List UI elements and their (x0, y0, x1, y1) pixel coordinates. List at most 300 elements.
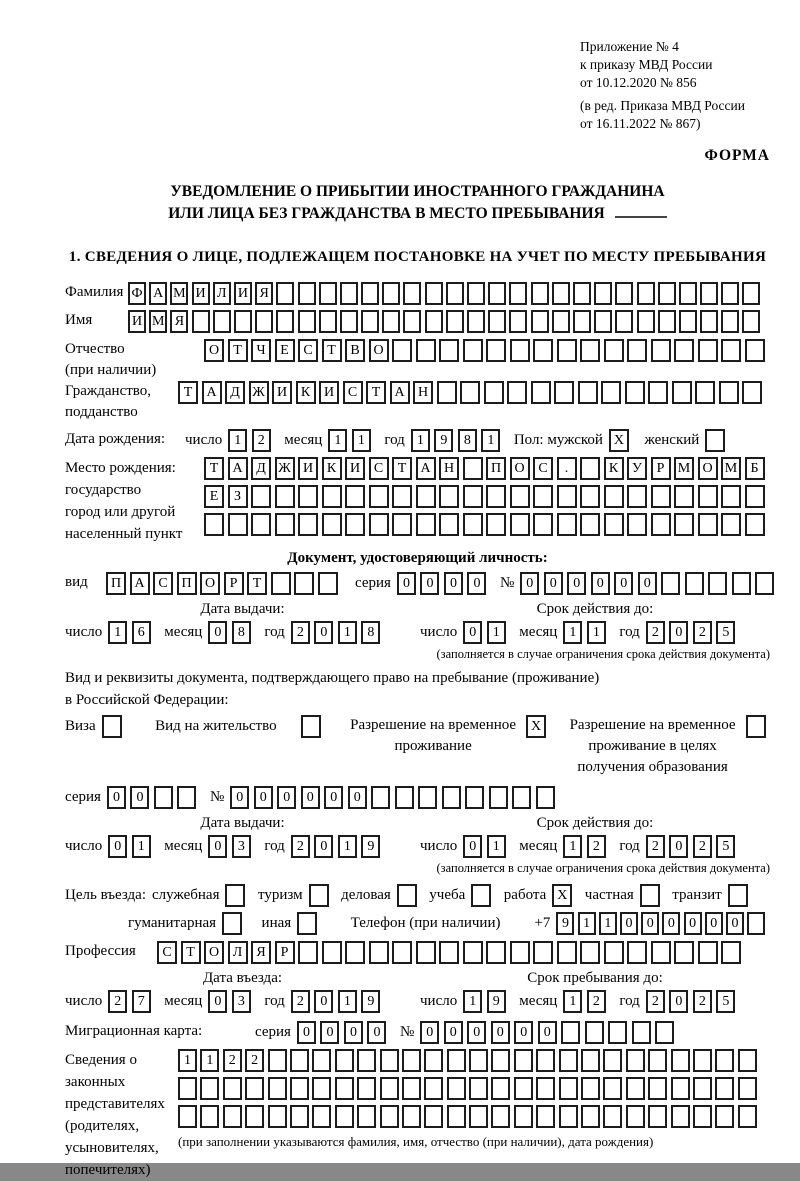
char-cell[interactable]: С (298, 339, 318, 362)
char-cell[interactable] (674, 485, 694, 508)
char-cell[interactable]: 2 (291, 621, 310, 644)
char-cell[interactable] (418, 786, 437, 809)
char-cell[interactable]: 0 (107, 786, 126, 809)
char-cell[interactable] (625, 381, 645, 404)
char-cell[interactable] (721, 282, 739, 305)
char-cell[interactable] (695, 381, 715, 404)
char-cell[interactable]: X (552, 884, 572, 907)
char-cell[interactable] (604, 339, 624, 362)
char-cell[interactable]: Т (247, 572, 267, 595)
char-cell[interactable]: Е (275, 339, 295, 362)
char-cell[interactable]: 2 (245, 1049, 264, 1072)
char-cell[interactable] (486, 513, 506, 536)
char-cell[interactable] (312, 1049, 331, 1072)
char-cell[interactable] (671, 1105, 690, 1128)
char-cell[interactable]: 0 (420, 572, 439, 595)
char-cell[interactable] (340, 282, 358, 305)
char-cell[interactable]: 0 (397, 572, 416, 595)
char-cell[interactable] (755, 572, 774, 595)
char-cell[interactable] (424, 1105, 443, 1128)
char-cell[interactable] (533, 513, 553, 536)
char-cell[interactable] (671, 1077, 690, 1100)
char-cell[interactable] (439, 485, 459, 508)
char-cell[interactable] (693, 1049, 712, 1072)
char-cell[interactable]: Т (178, 381, 198, 404)
char-cell[interactable] (509, 282, 527, 305)
char-cell[interactable] (276, 310, 294, 333)
char-cell[interactable]: Т (322, 339, 342, 362)
char-cell[interactable]: Я (255, 282, 273, 305)
char-cell[interactable]: С (343, 381, 363, 404)
char-cell[interactable] (615, 282, 633, 305)
char-cell[interactable] (178, 1105, 197, 1128)
char-cell[interactable]: 5 (716, 990, 735, 1013)
char-cell[interactable] (319, 310, 337, 333)
char-cell[interactable] (484, 381, 504, 404)
char-cell[interactable] (715, 1077, 734, 1100)
char-cell[interactable]: Д (251, 457, 271, 480)
char-cell[interactable] (223, 1105, 242, 1128)
char-cell[interactable] (345, 513, 365, 536)
char-cell[interactable] (318, 572, 338, 595)
char-cell[interactable] (637, 310, 655, 333)
char-cell[interactable]: Т (392, 457, 412, 480)
char-cell[interactable]: 1 (563, 990, 582, 1013)
char-cell[interactable]: 0 (324, 786, 343, 809)
char-cell[interactable] (228, 513, 248, 536)
char-cell[interactable] (745, 485, 765, 508)
char-cell[interactable] (698, 941, 718, 964)
char-cell[interactable] (488, 282, 506, 305)
char-cell[interactable]: 5 (716, 835, 735, 858)
char-cell[interactable] (395, 786, 414, 809)
char-cell[interactable] (251, 513, 271, 536)
char-cell[interactable]: 0 (591, 572, 610, 595)
char-cell[interactable]: 0 (726, 912, 744, 935)
char-cell[interactable] (601, 381, 621, 404)
char-cell[interactable]: 1 (132, 835, 151, 858)
char-cell[interactable]: Н (413, 381, 433, 404)
char-cell[interactable] (447, 1105, 466, 1128)
char-cell[interactable] (392, 941, 412, 964)
char-cell[interactable]: 0 (620, 912, 638, 935)
char-cell[interactable]: 2 (587, 990, 606, 1013)
char-cell[interactable]: И (298, 457, 318, 480)
char-cell[interactable]: 2 (223, 1049, 242, 1072)
char-cell[interactable]: 0 (130, 786, 149, 809)
char-cell[interactable] (581, 1049, 600, 1072)
char-cell[interactable] (335, 1077, 354, 1100)
char-cell[interactable]: 6 (132, 621, 151, 644)
char-cell[interactable] (204, 513, 224, 536)
char-cell[interactable] (512, 786, 531, 809)
char-cell[interactable]: 1 (599, 912, 617, 935)
char-cell[interactable] (552, 282, 570, 305)
char-cell[interactable] (693, 1077, 712, 1100)
char-cell[interactable]: 2 (693, 621, 712, 644)
char-cell[interactable]: 1 (563, 835, 582, 858)
char-cell[interactable] (271, 572, 291, 595)
char-cell[interactable] (561, 1021, 580, 1044)
char-cell[interactable]: 1 (328, 429, 347, 452)
char-cell[interactable] (559, 1077, 578, 1100)
char-cell[interactable]: А (130, 572, 150, 595)
char-cell[interactable] (509, 310, 527, 333)
char-cell[interactable] (603, 1105, 622, 1128)
char-cell[interactable] (298, 282, 316, 305)
char-cell[interactable] (245, 1105, 264, 1128)
char-cell[interactable]: О (204, 339, 224, 362)
char-cell[interactable] (715, 1049, 734, 1072)
char-cell[interactable] (392, 485, 412, 508)
char-cell[interactable] (745, 339, 765, 362)
char-cell[interactable] (658, 310, 676, 333)
char-cell[interactable] (340, 310, 358, 333)
char-cell[interactable]: 8 (361, 621, 380, 644)
char-cell[interactable]: 1 (108, 621, 127, 644)
char-cell[interactable]: 2 (252, 429, 271, 452)
char-cell[interactable]: 0 (467, 572, 486, 595)
char-cell[interactable] (531, 282, 549, 305)
char-cell[interactable] (489, 786, 508, 809)
char-cell[interactable]: 0 (614, 572, 633, 595)
char-cell[interactable] (661, 572, 680, 595)
char-cell[interactable]: X (609, 429, 629, 452)
char-cell[interactable] (533, 339, 553, 362)
char-cell[interactable] (615, 310, 633, 333)
char-cell[interactable]: 9 (556, 912, 574, 935)
char-cell[interactable] (708, 572, 727, 595)
char-cell[interactable] (531, 381, 551, 404)
char-cell[interactable]: 1 (481, 429, 500, 452)
char-cell[interactable]: 0 (669, 621, 688, 644)
char-cell[interactable] (536, 786, 555, 809)
char-cell[interactable] (463, 457, 483, 480)
char-cell[interactable]: П (177, 572, 197, 595)
char-cell[interactable]: М (674, 457, 694, 480)
char-cell[interactable] (392, 513, 412, 536)
char-cell[interactable]: М (170, 282, 188, 305)
char-cell[interactable] (721, 339, 741, 362)
char-cell[interactable]: А (416, 457, 436, 480)
char-cell[interactable] (322, 513, 342, 536)
char-cell[interactable]: М (721, 457, 741, 480)
char-cell[interactable]: 1 (463, 990, 482, 1013)
char-cell[interactable] (658, 282, 676, 305)
char-cell[interactable] (403, 310, 421, 333)
char-cell[interactable] (154, 786, 173, 809)
char-cell[interactable] (225, 884, 245, 907)
char-cell[interactable]: 0 (467, 1021, 486, 1044)
char-cell[interactable] (651, 485, 671, 508)
char-cell[interactable]: 2 (646, 990, 665, 1013)
char-cell[interactable] (298, 310, 316, 333)
char-cell[interactable]: 2 (587, 835, 606, 858)
char-cell[interactable]: 0 (669, 835, 688, 858)
char-cell[interactable] (672, 381, 692, 404)
char-cell[interactable]: 0 (108, 835, 127, 858)
char-cell[interactable] (698, 339, 718, 362)
char-cell[interactable]: 1 (338, 835, 357, 858)
char-cell[interactable] (536, 1105, 555, 1128)
char-cell[interactable] (322, 485, 342, 508)
char-cell[interactable]: 0 (544, 572, 563, 595)
char-cell[interactable]: О (510, 457, 530, 480)
char-cell[interactable] (626, 1077, 645, 1100)
char-cell[interactable]: 9 (361, 835, 380, 858)
char-cell[interactable] (380, 1077, 399, 1100)
char-cell[interactable] (439, 513, 459, 536)
char-cell[interactable] (290, 1077, 309, 1100)
char-cell[interactable] (463, 339, 483, 362)
char-cell[interactable] (728, 884, 748, 907)
char-cell[interactable] (581, 1077, 600, 1100)
char-cell[interactable]: 9 (487, 990, 506, 1013)
char-cell[interactable]: 0 (208, 990, 227, 1013)
char-cell[interactable]: 0 (208, 621, 227, 644)
char-cell[interactable]: У (627, 457, 647, 480)
char-cell[interactable] (397, 884, 417, 907)
char-cell[interactable] (721, 513, 741, 536)
char-cell[interactable]: 1 (338, 990, 357, 1013)
char-cell[interactable] (471, 884, 491, 907)
char-cell[interactable]: К (296, 381, 316, 404)
char-cell[interactable] (424, 1049, 443, 1072)
char-cell[interactable] (648, 1077, 667, 1100)
char-cell[interactable] (102, 715, 122, 738)
char-cell[interactable] (594, 282, 612, 305)
char-cell[interactable]: X (526, 715, 546, 738)
char-cell[interactable] (380, 1105, 399, 1128)
char-cell[interactable] (738, 1105, 757, 1128)
char-cell[interactable] (319, 282, 337, 305)
char-cell[interactable] (463, 485, 483, 508)
char-cell[interactable] (573, 310, 591, 333)
char-cell[interactable]: А (149, 282, 167, 305)
char-cell[interactable] (738, 1049, 757, 1072)
char-cell[interactable]: Н (439, 457, 459, 480)
char-cell[interactable] (439, 941, 459, 964)
char-cell[interactable]: И (192, 282, 210, 305)
char-cell[interactable] (245, 1077, 264, 1100)
char-cell[interactable] (465, 786, 484, 809)
char-cell[interactable] (469, 1105, 488, 1128)
char-cell[interactable] (178, 1077, 197, 1100)
char-cell[interactable]: 2 (693, 990, 712, 1013)
char-cell[interactable] (442, 786, 461, 809)
char-cell[interactable]: 0 (230, 786, 249, 809)
char-cell[interactable] (491, 1049, 510, 1072)
char-cell[interactable] (573, 282, 591, 305)
char-cell[interactable] (557, 513, 577, 536)
char-cell[interactable] (345, 485, 365, 508)
char-cell[interactable]: А (390, 381, 410, 404)
char-cell[interactable] (416, 513, 436, 536)
char-cell[interactable] (361, 282, 379, 305)
char-cell[interactable]: 0 (348, 786, 367, 809)
char-cell[interactable] (679, 282, 697, 305)
char-cell[interactable]: Я (170, 310, 188, 333)
char-cell[interactable] (746, 715, 766, 738)
char-cell[interactable] (536, 1077, 555, 1100)
char-cell[interactable] (721, 485, 741, 508)
char-cell[interactable]: 0 (638, 572, 657, 595)
char-cell[interactable] (369, 485, 389, 508)
char-cell[interactable] (632, 1021, 651, 1044)
char-cell[interactable]: Р (224, 572, 244, 595)
char-cell[interactable] (721, 941, 741, 964)
char-cell[interactable]: С (153, 572, 173, 595)
char-cell[interactable] (357, 1049, 376, 1072)
char-cell[interactable]: О (200, 572, 220, 595)
char-cell[interactable] (371, 786, 390, 809)
char-cell[interactable]: И (345, 457, 365, 480)
char-cell[interactable] (275, 513, 295, 536)
char-cell[interactable] (651, 339, 671, 362)
char-cell[interactable] (392, 339, 412, 362)
char-cell[interactable] (425, 310, 443, 333)
char-cell[interactable] (446, 310, 464, 333)
char-cell[interactable] (514, 1077, 533, 1100)
char-cell[interactable]: И (234, 282, 252, 305)
char-cell[interactable]: Т (204, 457, 224, 480)
char-cell[interactable]: В (345, 339, 365, 362)
char-cell[interactable] (251, 485, 271, 508)
char-cell[interactable] (335, 1105, 354, 1128)
char-cell[interactable] (361, 310, 379, 333)
char-cell[interactable] (557, 339, 577, 362)
char-cell[interactable] (603, 1049, 622, 1072)
char-cell[interactable] (648, 381, 668, 404)
char-cell[interactable] (424, 1077, 443, 1100)
char-cell[interactable] (698, 513, 718, 536)
char-cell[interactable]: 5 (716, 621, 735, 644)
char-cell[interactable] (357, 1077, 376, 1100)
char-cell[interactable] (594, 310, 612, 333)
char-cell[interactable] (705, 429, 725, 452)
char-cell[interactable] (234, 310, 252, 333)
char-cell[interactable]: 9 (434, 429, 453, 452)
char-cell[interactable] (580, 513, 600, 536)
char-cell[interactable]: 1 (178, 1049, 197, 1072)
char-cell[interactable] (604, 485, 624, 508)
char-cell[interactable]: 3 (232, 835, 251, 858)
char-cell[interactable] (700, 310, 718, 333)
char-cell[interactable] (585, 1021, 604, 1044)
char-cell[interactable]: 1 (411, 429, 430, 452)
char-cell[interactable]: 2 (646, 835, 665, 858)
char-cell[interactable] (446, 282, 464, 305)
char-cell[interactable]: И (272, 381, 292, 404)
char-cell[interactable] (693, 1105, 712, 1128)
char-cell[interactable] (557, 941, 577, 964)
char-cell[interactable] (580, 339, 600, 362)
char-cell[interactable]: Л (213, 282, 231, 305)
char-cell[interactable]: 9 (361, 990, 380, 1013)
char-cell[interactable]: Т (228, 339, 248, 362)
char-cell[interactable] (627, 941, 647, 964)
char-cell[interactable] (533, 485, 553, 508)
char-cell[interactable] (626, 1105, 645, 1128)
char-cell[interactable] (369, 941, 389, 964)
char-cell[interactable] (651, 513, 671, 536)
char-cell[interactable]: А (202, 381, 222, 404)
char-cell[interactable] (486, 941, 506, 964)
char-cell[interactable] (402, 1077, 421, 1100)
char-cell[interactable]: 2 (291, 990, 310, 1013)
char-cell[interactable] (416, 941, 436, 964)
char-cell[interactable]: 1 (352, 429, 371, 452)
char-cell[interactable]: 0 (491, 1021, 510, 1044)
char-cell[interactable] (578, 381, 598, 404)
char-cell[interactable] (268, 1105, 287, 1128)
char-cell[interactable] (312, 1105, 331, 1128)
char-cell[interactable] (604, 513, 624, 536)
char-cell[interactable]: 0 (254, 786, 273, 809)
char-cell[interactable]: 0 (367, 1021, 386, 1044)
char-cell[interactable]: З (228, 485, 248, 508)
char-cell[interactable]: 2 (108, 990, 127, 1013)
char-cell[interactable]: 7 (132, 990, 151, 1013)
char-cell[interactable] (382, 310, 400, 333)
char-cell[interactable]: 0 (684, 912, 702, 935)
char-cell[interactable] (345, 941, 365, 964)
char-cell[interactable] (488, 310, 506, 333)
char-cell[interactable] (742, 282, 760, 305)
char-cell[interactable]: К (322, 457, 342, 480)
char-cell[interactable]: 0 (463, 621, 482, 644)
char-cell[interactable] (671, 1049, 690, 1072)
char-cell[interactable] (491, 1077, 510, 1100)
char-cell[interactable] (507, 381, 527, 404)
char-cell[interactable] (469, 1049, 488, 1072)
char-cell[interactable] (533, 941, 553, 964)
char-cell[interactable] (425, 282, 443, 305)
char-cell[interactable]: 0 (444, 1021, 463, 1044)
char-cell[interactable]: Т (181, 941, 201, 964)
char-cell[interactable]: 1 (587, 621, 606, 644)
char-cell[interactable] (294, 572, 314, 595)
char-cell[interactable]: Р (651, 457, 671, 480)
char-cell[interactable]: О (204, 941, 224, 964)
char-cell[interactable]: П (106, 572, 126, 595)
char-cell[interactable] (510, 485, 530, 508)
char-cell[interactable] (648, 1105, 667, 1128)
char-cell[interactable]: 1 (578, 912, 596, 935)
char-cell[interactable]: 8 (458, 429, 477, 452)
char-cell[interactable]: 1 (228, 429, 247, 452)
char-cell[interactable]: И (128, 310, 146, 333)
char-cell[interactable]: 0 (208, 835, 227, 858)
char-cell[interactable] (439, 339, 459, 362)
char-cell[interactable]: 8 (232, 621, 251, 644)
char-cell[interactable]: 0 (641, 912, 659, 935)
char-cell[interactable] (486, 339, 506, 362)
char-cell[interactable]: Я (251, 941, 271, 964)
char-cell[interactable]: 0 (320, 1021, 339, 1044)
char-cell[interactable] (402, 1049, 421, 1072)
char-cell[interactable] (467, 310, 485, 333)
char-cell[interactable] (290, 1049, 309, 1072)
char-cell[interactable] (580, 457, 600, 480)
char-cell[interactable]: И (319, 381, 339, 404)
char-cell[interactable] (177, 786, 196, 809)
char-cell[interactable] (301, 715, 321, 738)
char-cell[interactable]: П (486, 457, 506, 480)
char-cell[interactable]: 2 (693, 835, 712, 858)
char-cell[interactable] (580, 485, 600, 508)
char-cell[interactable]: 0 (662, 912, 680, 935)
